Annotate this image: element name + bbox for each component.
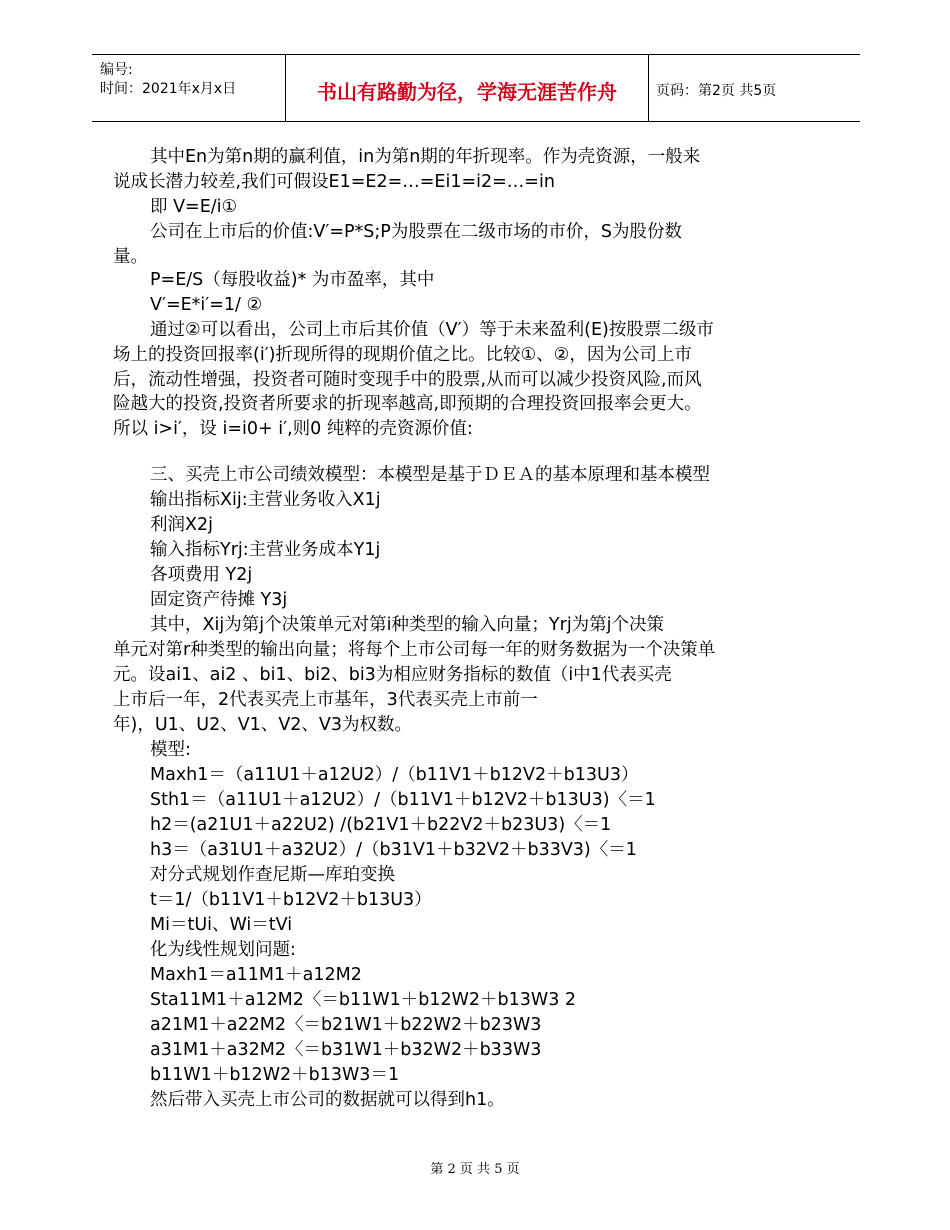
header-page-cell (648, 55, 860, 121)
text-line: 利润X2j (150, 515, 213, 535)
text-line: 年)，U1、U2、V1、V2、V3为权数。 (113, 715, 413, 735)
text-line: 模型: (150, 740, 191, 760)
text-line: 说成长潜力较差,我们可假设E1=E2=…=Ei1=i2=…=in (113, 172, 555, 192)
formula-line: a21M1＋a22M2〈＝b21W1＋b22W2＋b23W3 (150, 1015, 542, 1035)
text-line: 其中，Xij为第j个决策单元对第i种类型的输入向量；Yrj为第j个决策 (150, 615, 665, 635)
text-line: 固定资产待摊 Y3j (150, 590, 288, 610)
text-line: 量。 (113, 247, 148, 267)
formula-line: b11W1＋b12W2＋b13W3＝1 (150, 1065, 400, 1085)
formula-line: Mi＝tUi、Wi＝tVi (150, 915, 293, 935)
formula-line: Maxh1＝（a11U1＋a12U2）/（b11V1＋b12V2＋b13U3） (150, 765, 639, 785)
formula-line: Sta11M1＋a12M2〈＝b11W1＋b12W2＋b13W3 2 (150, 990, 577, 1010)
page-header-table (92, 54, 860, 122)
motto-text: 书山有路勤为径，学海无涯苦作舟 (317, 80, 617, 104)
formula-line: h3＝（a31U1＋a32U2）/（b31V1＋b32V2＋b33V3)〈＝1 (150, 840, 637, 860)
text-line: 即 V=E/i① (150, 197, 238, 217)
formula-line: a31M1＋a32M2〈＝b31W1＋b32W2＋b33W3 (150, 1040, 542, 1060)
text-line: P=E/S（每股收益)* 为市盈率，其中 (150, 270, 435, 290)
section-heading: 三、买壳上市公司绩效模型：本模型是基于ＤＥＡ的基本原理和基本模型 (150, 465, 710, 485)
text-line: 通过②可以看出，公司上市后其价值（V′）等于未来盈利(E)按股票二级市 (150, 320, 714, 340)
text-line: 然后带入买壳上市公司的数据就可以得到h1。 (150, 1090, 505, 1110)
number-label: 编号: (100, 62, 133, 78)
text-line: 各项费用 Y2j (150, 565, 253, 585)
text-line: 上市后一年，2代表买壳上市基年，3代表买壳上市前一 (113, 690, 538, 710)
text-line: 后，流动性增强，投资者可随时变现手中的股票,从而可以减少投资风险,而风 (113, 370, 702, 390)
text-line: 险越大的投资,投资者所要求的折现率越高,即预期的合理投资回报率会更大。 (113, 394, 702, 414)
page-footer: 第 2 页 共 5 页 (430, 1162, 520, 1177)
formula-line: Maxh1＝a11M1＋a12M2 (150, 965, 362, 985)
text-line: 所以 i>i′，设 i=i0+ i′,则0 纯粹的壳资源价值: (113, 419, 473, 439)
text-line: 化为线性规划问题: (150, 940, 296, 960)
text-line: 其中En为第n期的赢利值，in为第n期的年折现率。作为壳资源，一般来 (150, 147, 701, 167)
page-number-label: 页码：第2页 共5页 (656, 83, 777, 99)
header-meta-cell (92, 55, 285, 121)
time-label: 时间：2021年x月x日 (100, 81, 237, 97)
text-line: V′=E*i′=1/ ② (150, 295, 263, 315)
text-line: 输出指标Xij:主营业务收入X1j (150, 490, 381, 510)
text-line: 对分式规划作查尼斯—库珀变换 (150, 865, 395, 885)
text-line: 元。设ai1、ai2 、bi1、bi2、bi3为相应财务指标的数值（i中1代表买壳 (113, 665, 672, 685)
text-line: 输入指标Yrj:主营业务成本Y1j (150, 540, 381, 560)
formula-line: Sth1＝（a11U1＋a12U2）/（b11V1＋b12V2＋b13U3)〈＝1 (150, 790, 656, 810)
header-motto-cell (285, 55, 649, 121)
text-line: 单元对第r种类型的输出向量；将每个上市公司每一年的财务数据为一个决策单 (113, 640, 716, 660)
text-line: 公司在上市后的价值:V′=P*S;P为股票在二级市场的市价，S为股份数 (150, 222, 682, 242)
formula-line: h2＝(a21U1＋a22U2) /(b21V1＋b22V2＋b23U3)〈＝1 (150, 815, 612, 835)
text-line: 场上的投资回报率(i′)折现所得的现期价值之比。比较①、②，因为公司上市 (113, 345, 692, 365)
formula-line: t＝1/（b11V1＋b12V2＋b13U3） (150, 890, 432, 910)
